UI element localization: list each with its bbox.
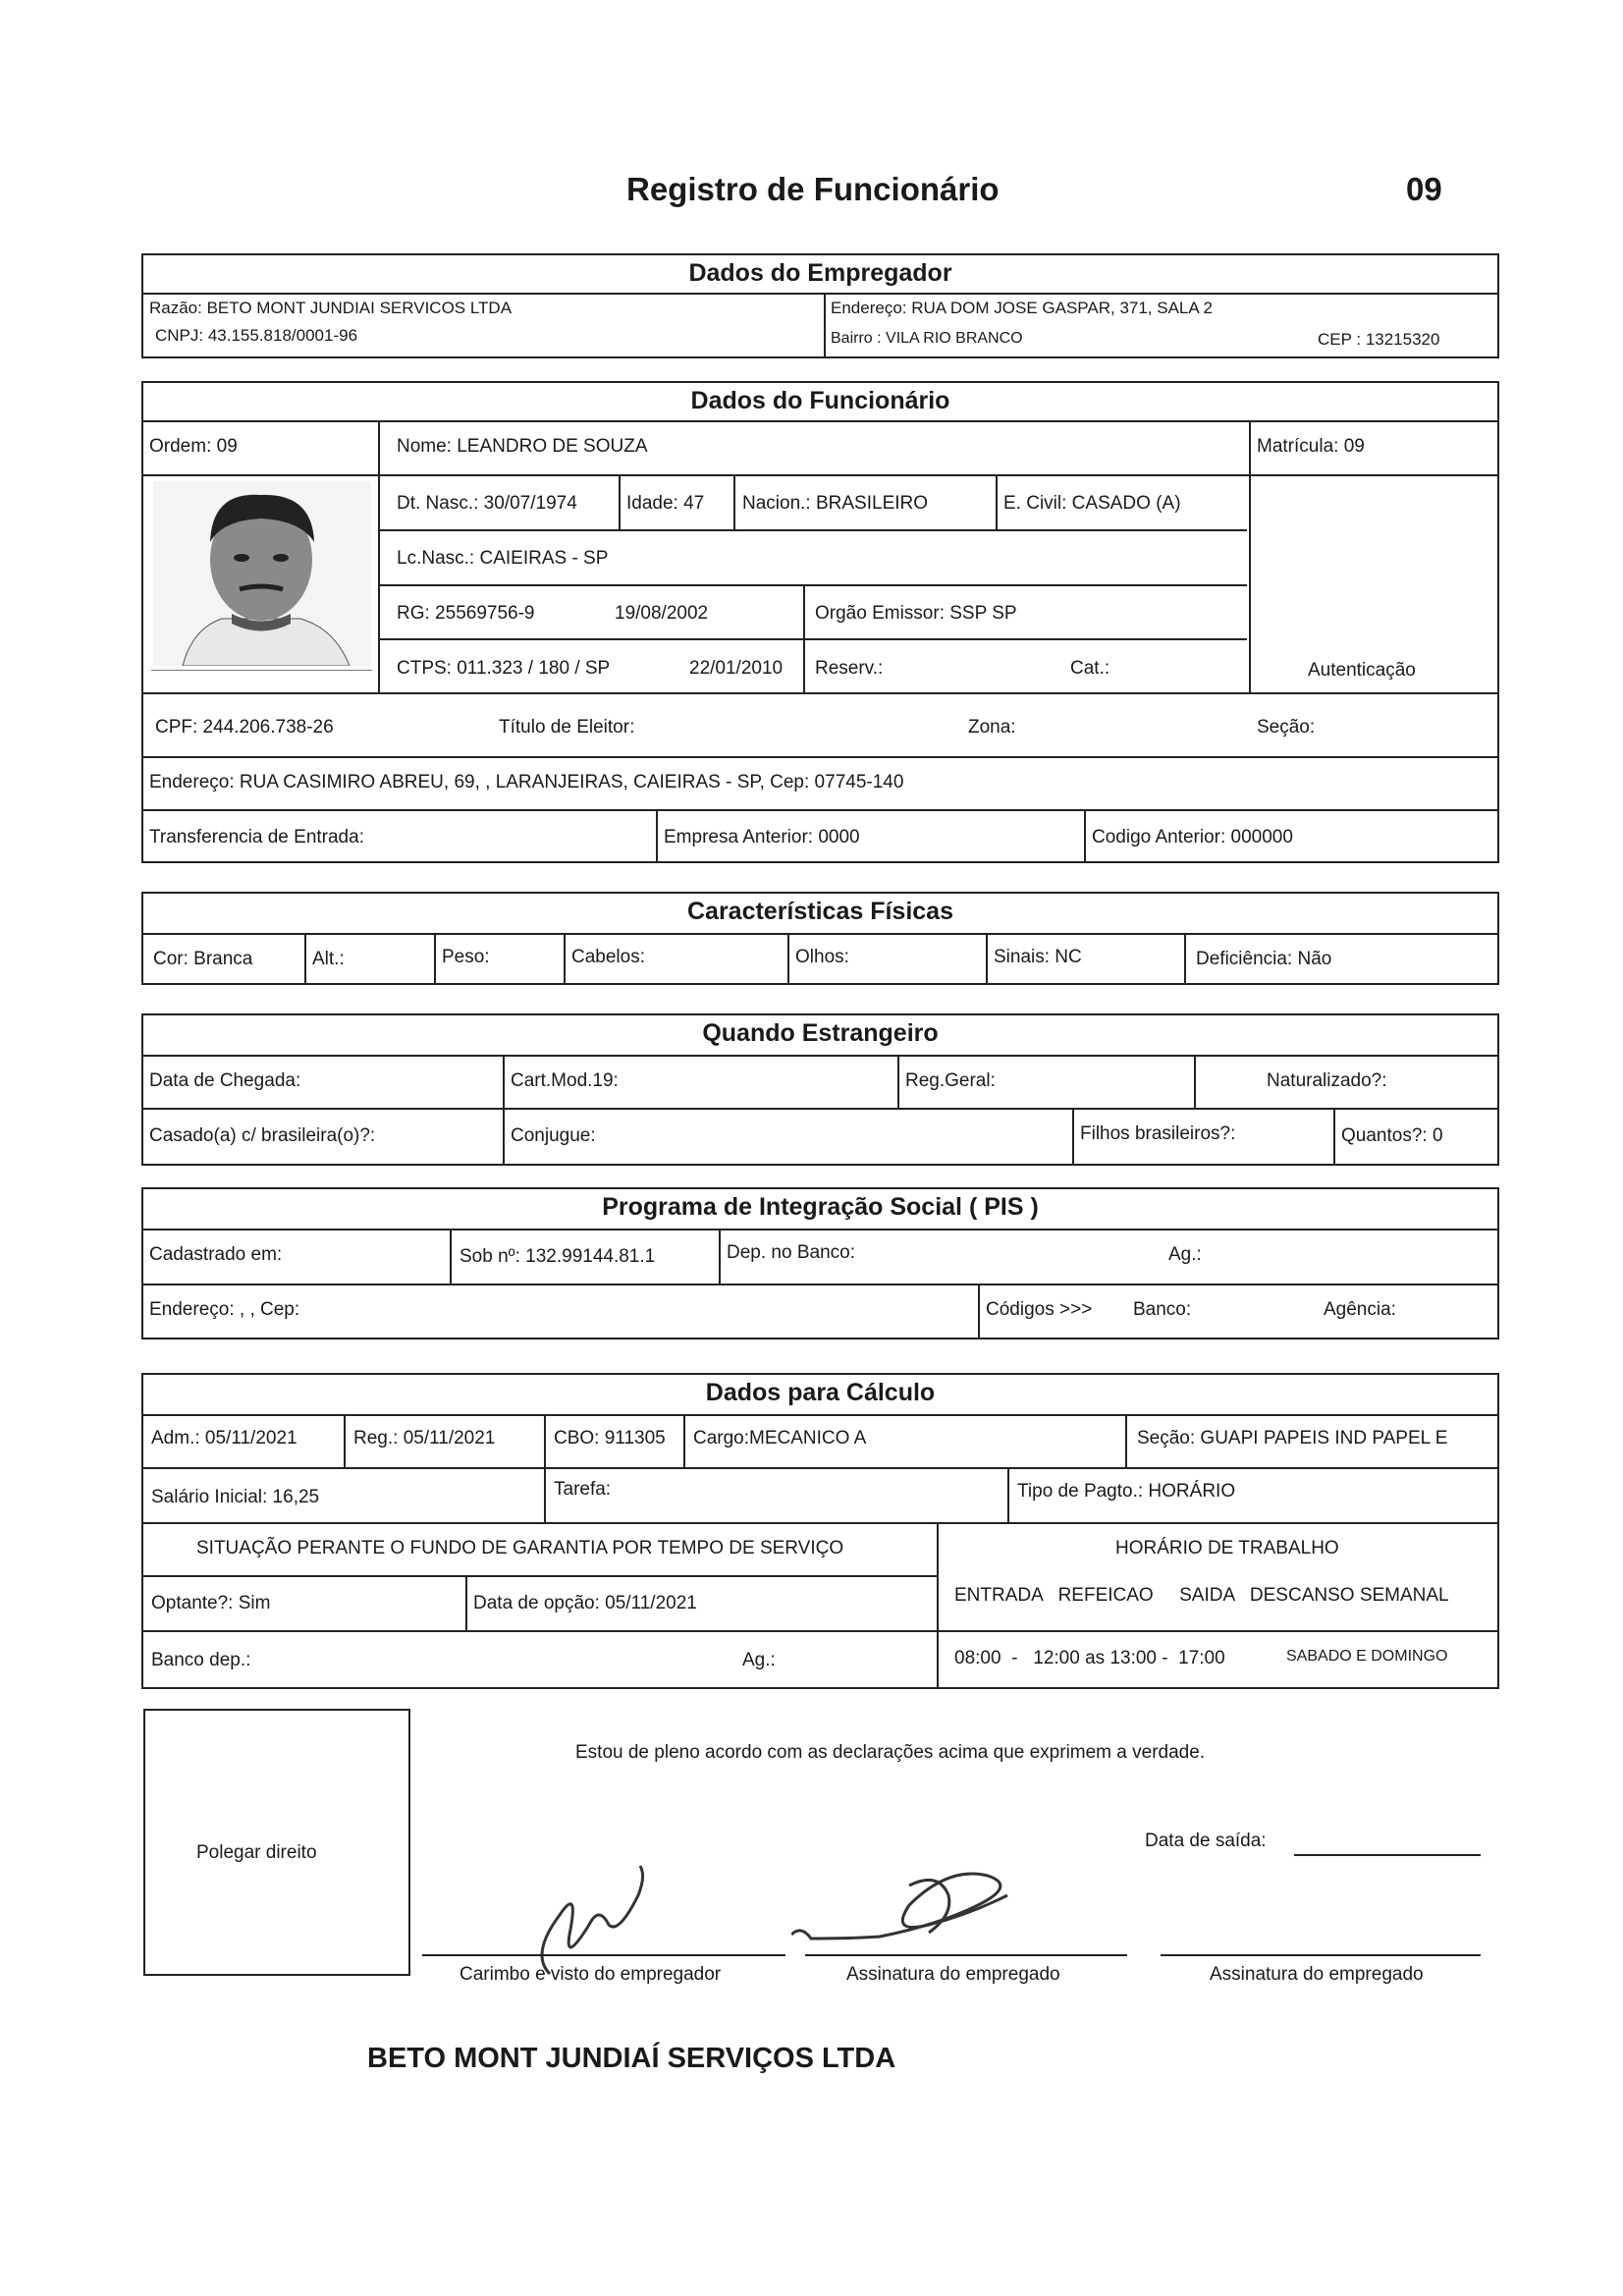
deficiencia: Deficiência: Não	[1196, 949, 1332, 969]
dep-banco: Dep. no Banco:	[727, 1242, 855, 1263]
physical-section	[141, 892, 1499, 985]
employer-section	[141, 253, 1499, 358]
fgts-title: SITUAÇÃO PERANTE O FUNDO DE GARANTIA POR TEMPO DE SERVIÇO	[196, 1538, 844, 1558]
ordem: Ordem: 09	[149, 436, 238, 457]
assinatura-empregado-1: Assinatura do empregado	[846, 1964, 1060, 1985]
titulo-eleitor: Título de Eleitor:	[499, 717, 635, 738]
registro: Reg.: 05/11/2021	[353, 1428, 496, 1449]
nationality: Nacion.: BRASILEIRO	[742, 493, 929, 514]
codigos: Códigos >>>	[986, 1299, 1093, 1320]
salario-inicial: Salário Inicial: 16,25	[151, 1487, 320, 1507]
foreigner-section-title: Quando Estrangeiro	[702, 1019, 939, 1047]
admissao: Adm.: 05/11/2021	[151, 1428, 298, 1449]
document-number: 09	[1406, 171, 1442, 207]
banco-deposito: Banco dep.:	[151, 1650, 251, 1670]
transferencia-entrada: Transferencia de Entrada:	[149, 827, 364, 847]
ctps: CTPS: 011.323 / 180 / SP	[397, 658, 611, 679]
rg: RG: 25569756-9	[397, 603, 535, 624]
optante: Optante?: Sim	[151, 1593, 271, 1613]
cnpj: CNPJ: 43.155.818/0001-96	[155, 326, 358, 345]
declaration-text: Estou de pleno acordo com as declarações acima que exprimem a verdade.	[575, 1742, 1206, 1763]
pis-section	[141, 1187, 1499, 1339]
empresa-anterior: Empresa Anterior: 0000	[664, 827, 860, 847]
banco-agencia: Ag.:	[742, 1650, 776, 1670]
birth-place: Lc.Nasc.: CAIEIRAS - SP	[397, 548, 609, 569]
olhos: Olhos:	[795, 947, 849, 967]
assinatura-empregado-2: Assinatura do empregado	[1210, 1964, 1424, 1985]
casado-brasileira: Casado(a) c/ brasileira(o)?:	[149, 1125, 376, 1146]
altura: Alt.:	[312, 949, 345, 969]
pis-agencia: Ag.:	[1168, 1244, 1202, 1265]
peso: Peso:	[442, 947, 490, 967]
cpf: CPF: 244.206.738-26	[155, 717, 334, 738]
civil-status: E. Civil: CASADO (A)	[1003, 493, 1181, 514]
employee-name: Nome: LEANDRO DE SOUZA	[397, 436, 648, 457]
cart-mod-19: Cart.Mod.19:	[511, 1070, 619, 1091]
horario-columns: ENTRADA REFEICAO SAIDA DESCANSO SEMANAL	[954, 1585, 1449, 1606]
employee-section	[141, 381, 1499, 863]
data-opcao: Data de opção: 05/11/2021	[473, 1593, 697, 1613]
employer-bairro: Bairro : VILA RIO BRANCO	[831, 330, 1023, 347]
company-name: BETO MONT JUNDIAÍ SERVIÇOS LTDA	[367, 2043, 896, 2074]
naturalizado: Naturalizado?:	[1267, 1070, 1387, 1091]
data-chegada: Data de Chegada:	[149, 1070, 301, 1091]
cbo: CBO: 911305	[554, 1428, 666, 1449]
pis-endereco: Endereço: , , Cep:	[149, 1299, 300, 1320]
rg-date: 19/08/2002	[615, 603, 709, 624]
cor: Cor: Branca	[153, 949, 253, 969]
secao-setor: Seção: GUAPI PAPEIS IND PAPEL E	[1137, 1428, 1448, 1449]
ctps-date: 22/01/2010	[689, 658, 784, 679]
cabelos: Cabelos:	[571, 947, 645, 967]
tipo-pagamento: Tipo de Pagto.: HORÁRIO	[1017, 1481, 1236, 1502]
horario-title: HORÁRIO DE TRABALHO	[1115, 1538, 1339, 1558]
cat: Cat.:	[1070, 658, 1110, 679]
zona: Zona:	[968, 717, 1016, 738]
secao-eleitoral: Seção:	[1257, 717, 1316, 738]
employee-photo	[153, 481, 371, 666]
horario-values: 08:00 - 12:00 as 13:00 - 17:00	[954, 1648, 1225, 1668]
cadastrado-em: Cadastrado em:	[149, 1244, 283, 1265]
descanso-semanal: SABADO E DOMINGO	[1286, 1648, 1448, 1665]
razao-social: Razão: BETO MONT JUNDIAI SERVICOS LTDA	[149, 299, 513, 317]
reserv: Reserv.:	[815, 658, 884, 679]
calculation-section-title: Dados para Cálculo	[705, 1379, 936, 1406]
calculation-section	[141, 1373, 1499, 1689]
pis-section-title: Programa de Integração Social ( PIS )	[602, 1193, 1039, 1221]
carimbo-label: Carimbo e visto do empregador	[460, 1964, 722, 1985]
orgao-emissor: Orgão Emissor: SSP SP	[815, 603, 1017, 624]
employer-cep: CEP : 13215320	[1318, 330, 1440, 349]
filhos-brasileiros: Filhos brasileiros?:	[1080, 1123, 1236, 1144]
autenticacao: Autenticação	[1308, 660, 1416, 681]
thumbprint-box	[143, 1709, 410, 1976]
pis-agencia-code: Agência:	[1324, 1299, 1396, 1320]
reg-geral: Reg.Geral:	[905, 1070, 996, 1091]
tarefa: Tarefa:	[554, 1479, 612, 1500]
pis-number: Sob nº: 132.99144.81.1	[460, 1246, 656, 1267]
foreigner-section	[141, 1013, 1499, 1166]
birth-date: Dt. Nasc.: 30/07/1974	[397, 493, 577, 514]
age: Idade: 47	[626, 493, 705, 514]
codigo-anterior: Codigo Anterior: 000000	[1092, 827, 1293, 847]
document-title: Registro de Funcionário	[626, 171, 1000, 207]
cargo: Cargo:MECANICO A	[693, 1428, 867, 1449]
employee-address: Endereço: RUA CASIMIRO ABREU, 69, , LARANJEIRAS, CAIEIRAS - SP, Cep: 07745-140	[149, 772, 904, 793]
employer-signature	[491, 1836, 687, 1984]
employer-address: Endereço: RUA DOM JOSE GASPAR, 371, SALA 2	[831, 299, 1213, 317]
physical-section-title: Características Físicas	[686, 898, 953, 925]
employee-signature	[791, 1856, 1047, 1964]
conjugue: Conjugue:	[511, 1125, 596, 1146]
pis-banco: Banco:	[1133, 1299, 1192, 1320]
employer-section-title: Dados do Empregador	[688, 259, 952, 287]
polegar-label: Polegar direito	[196, 1842, 317, 1863]
quantos: Quantos?: 0	[1341, 1125, 1443, 1146]
data-saida-label: Data de saída:	[1145, 1831, 1267, 1851]
employee-section-title: Dados do Funcionário	[690, 387, 950, 414]
matricula: Matrícula: 09	[1257, 436, 1365, 457]
sinais: Sinais: NC	[994, 947, 1082, 967]
